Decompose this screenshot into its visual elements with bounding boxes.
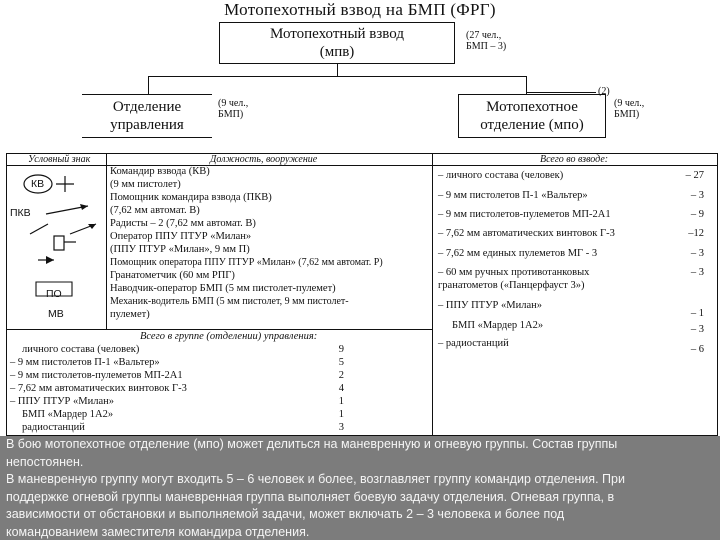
- platoon-total-row: – 7,62 мм единых пулеметов МГ - 3: [438, 248, 597, 260]
- caption-line: В маневренную группу могут входить 5 – 6 человек и более, возглавляет группу командир отделения. При: [6, 471, 714, 489]
- infantry-squad-line1: Мотопехотное: [486, 98, 578, 116]
- deputy-arrowhead: [80, 204, 88, 210]
- command-section-box: [82, 94, 212, 138]
- tactical-symbols: [8, 166, 106, 328]
- caption-line: поддержке огневой группы маневренная группа выполняет боевую задачу отделения. Огневая группа, в: [6, 489, 714, 507]
- infantry-squad-note: [614, 98, 644, 120]
- position-row: Помощник оператора ППУ ПТУР «Милан» (7,62 мм автомат. Р): [110, 257, 383, 269]
- group-total-row: радиостанций: [22, 422, 85, 434]
- position-row: Наводчик-оператор БМП (5 мм пистолет-пулемет): [110, 283, 336, 295]
- header-symbol: Условный знак: [28, 154, 90, 165]
- table-divider-1: [106, 153, 107, 329]
- header-position: Должность, вооружение: [210, 154, 317, 165]
- position-row: пулемет): [110, 309, 150, 321]
- platoon-total-row: – личного состава (человек): [438, 170, 563, 182]
- symbol-kv: КВ: [31, 178, 44, 190]
- position-row: Радисты – 2 (7,62 мм автомат. В): [110, 218, 256, 230]
- platoon-total-row: – ППУ ПТУР «Милан»: [438, 300, 542, 312]
- command-section-note-line2: БМП): [218, 109, 248, 120]
- diagram-title: Мотопехотный взвод на БМП (ФРГ): [0, 0, 720, 20]
- symbol-po: ПО: [46, 288, 62, 300]
- group-total-title: Всего в группе (отделении) управления:: [140, 331, 317, 343]
- table-group-rule: [6, 329, 432, 330]
- group-total-row: БМП «Мардер 1А2»: [22, 409, 113, 421]
- platoon-total-value: – 9: [672, 209, 704, 221]
- command-section-note: [218, 98, 248, 120]
- group-total-value: 3: [330, 422, 344, 434]
- platoon-total-row: – 9 мм пистолетов-пулеметов МП-2А1: [438, 209, 611, 221]
- antitank-symbol: [54, 236, 64, 250]
- platoon-total-value: –12: [672, 228, 704, 240]
- platoon-total-row: – радиостанций: [438, 338, 509, 350]
- position-row: Механик-водитель БМП (5 мм пистолет, 9 мм пистолет-: [110, 296, 349, 308]
- platoon-total-value: – 6: [672, 344, 704, 356]
- platoon-total-value: – 3: [672, 267, 704, 279]
- group-total-row: личного состава (человек): [22, 344, 139, 356]
- position-row: Помощник командира взвода (ПКВ): [110, 192, 272, 204]
- platoon-box-line1: Мотопехотный взвод: [270, 25, 404, 43]
- connector-left: [148, 76, 149, 94]
- table-divider-2: [432, 153, 433, 436]
- caption-line: зависимости от обстановки и выполняемой задачи, может включать 2 – 3 человека и более под: [6, 506, 714, 524]
- connector-note: (2): [598, 86, 610, 97]
- command-section-line2: управления: [110, 116, 184, 134]
- position-row: Оператор ППУ ПТУР «Милан»: [110, 231, 251, 243]
- infantry-squad-line2: отделение (мпо): [480, 116, 584, 134]
- position-row: Гранатометчик (60 мм РПГ): [110, 270, 235, 282]
- group-total-value: 9: [330, 344, 344, 356]
- caption-line: В бою мотопехотное отделение (мпо) может делиться на маневренную и огневую группы. Состав группы: [6, 436, 714, 454]
- position-row: (9 мм пистолет): [110, 179, 181, 191]
- caption-line: непостоянен.: [6, 454, 714, 472]
- platoon-box: [219, 22, 455, 64]
- platoon-box-line2: (мпв): [320, 43, 355, 61]
- group-total-value: 1: [330, 396, 344, 408]
- infantry-squad-box: [458, 94, 606, 138]
- platoon-total-row: – 60 мм ручных противотанковых: [438, 267, 589, 279]
- position-row: (7,62 мм автомат. В): [110, 205, 200, 217]
- platoon-total-value: – 3: [672, 248, 704, 260]
- platoon-total-value: – 3: [672, 324, 704, 336]
- group-total-value: 1: [330, 409, 344, 421]
- platoon-total-value: – 27: [672, 170, 704, 182]
- grenadier-arrowhead: [46, 256, 54, 264]
- platoon-total-value: – 1: [672, 308, 704, 320]
- platoon-total-row: гранатометов («Панцерфауст 3»): [438, 280, 585, 292]
- connector-top: [337, 64, 338, 76]
- group-total-row: – 7,62 мм автоматических винтовок Г-3: [10, 383, 187, 395]
- position-row: (ППУ ПТУР «Милан», 9 мм П): [110, 244, 250, 256]
- platoon-note-line2: БМП – 3): [466, 41, 506, 52]
- group-total-row: – 9 мм пистолетов-пулеметов МП-2А1: [10, 370, 183, 382]
- position-row: Командир взвода (КВ): [110, 166, 210, 178]
- platoon-total-row: – 9 мм пистолетов П-1 «Вальтер»: [438, 190, 588, 202]
- command-section-note-line1: (9 чел.,: [218, 98, 248, 109]
- symbol-pkv: ПКВ: [10, 207, 31, 219]
- header-total: Всего во взводе:: [540, 154, 608, 165]
- group-total-row: – 9 мм пистолетов П-1 «Вальтер»: [10, 357, 160, 369]
- group-total-row: – ППУ ПТУР «Милан»: [10, 396, 114, 408]
- caption-line: командованием заместителя командира отделения.: [6, 524, 714, 541]
- group-total-value: 4: [330, 383, 344, 395]
- platoon-note-line1: (27 чел.,: [466, 30, 506, 41]
- command-section-line1: Отделение: [113, 98, 181, 116]
- platoon-total-value: – 3: [672, 190, 704, 202]
- infantry-squad-note-line1: (9 чел.,: [614, 98, 644, 109]
- connector-horizontal: [148, 76, 526, 77]
- infantry-squad-note-line2: БМП): [614, 109, 644, 120]
- radio-arrow-left: [30, 224, 48, 234]
- platoon-note: [466, 30, 506, 52]
- platoon-total-row: БМП «Мардер 1А2»: [452, 320, 543, 332]
- group-total-value: 2: [330, 370, 344, 382]
- connector-note-tick: [526, 92, 596, 93]
- platoon-total-row: – 7,62 мм автоматических винтовок Г-3: [438, 228, 615, 240]
- group-total-value: 5: [330, 357, 344, 369]
- symbol-mv: МВ: [48, 308, 64, 320]
- caption-panel: [0, 436, 720, 540]
